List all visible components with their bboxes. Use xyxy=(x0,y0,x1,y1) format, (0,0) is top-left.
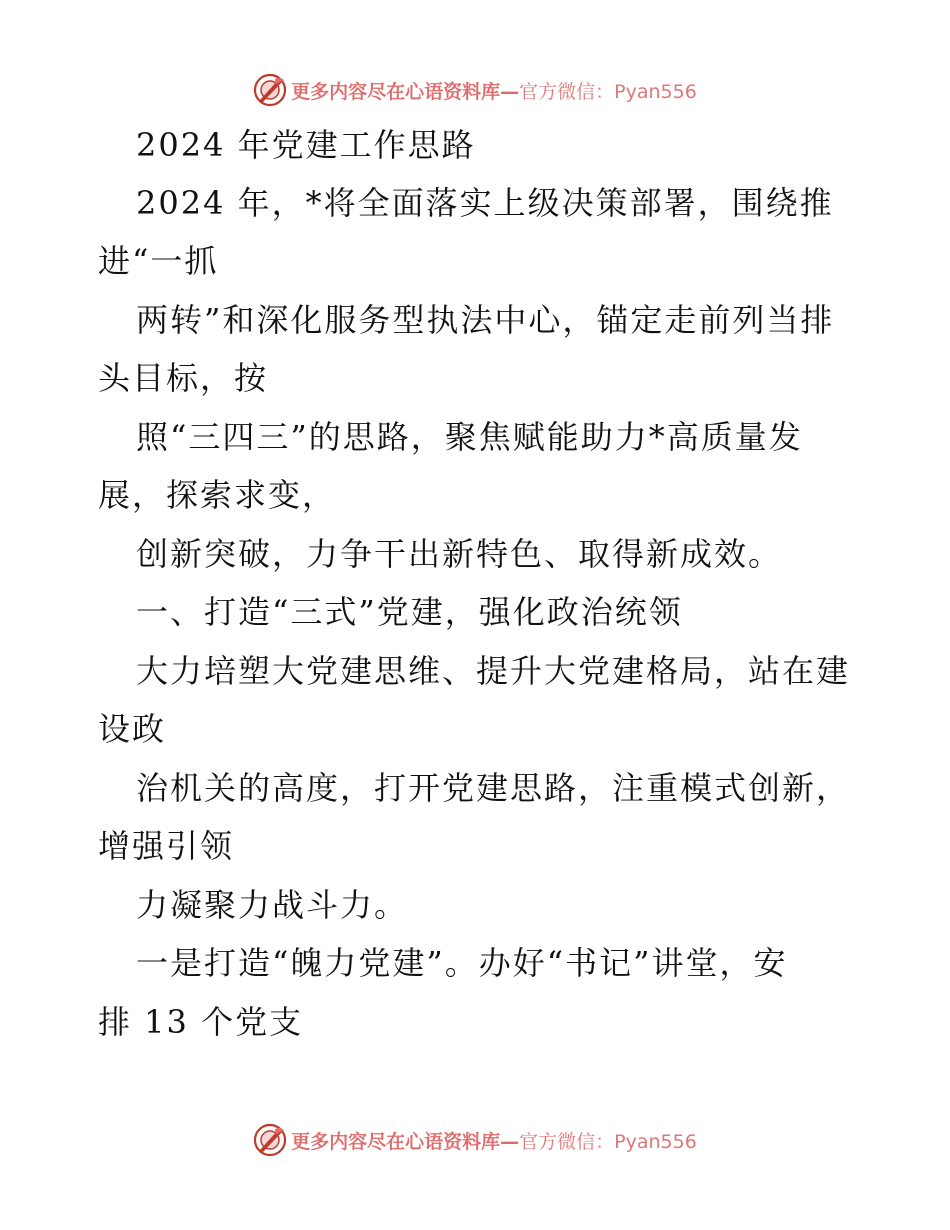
doc-title: 2024 年党建工作思路 xyxy=(136,126,476,164)
paragraph-line: 进“一抓 xyxy=(98,242,219,280)
paragraph-line: 排 13 个党支 xyxy=(98,1003,304,1041)
paragraph-line: 照“三四三”的思路，聚焦赋能助力*高质量发 xyxy=(136,418,803,456)
paragraph-line: 增强引领 xyxy=(98,827,235,865)
paragraph-line: 治机关的高度，打开党建思路，注重模式创新， xyxy=(136,769,851,807)
watermark-text: 更多内容尽在心语资料库—官方微信：Pyan556 xyxy=(291,80,697,103)
paragraph-line: 2024 年，*将全面落实上级决策部署，围绕推 xyxy=(136,184,834,222)
paragraph-line: 头目标，按 xyxy=(98,359,269,397)
paragraph-line: 展，探索求变， xyxy=(98,476,337,514)
paragraph-line: 大力培塑大党建思维、提升大党建格局，站在建 xyxy=(136,652,851,690)
paragraph-line: 设政 xyxy=(98,710,167,748)
paragraph-line: 力凝聚力战斗力。 xyxy=(136,886,409,924)
paragraph-line: 一是打造“魄力党建”。办好“书记”讲堂，安 xyxy=(136,944,788,982)
footer-watermark xyxy=(0,1120,950,1160)
section-heading: 一、打造“三式”党建，强化政治统领 xyxy=(136,593,683,631)
paragraph-line: 创新突破，力争干出新特色、取得新成效。 xyxy=(136,535,783,573)
watermark-text: 更多内容尽在心语资料库—官方微信：Pyan556 xyxy=(291,1130,697,1153)
quill-logo-icon xyxy=(253,1123,287,1157)
paragraph-line: 两转”和深化服务型执法中心，锚定走前列当排 xyxy=(136,301,835,339)
